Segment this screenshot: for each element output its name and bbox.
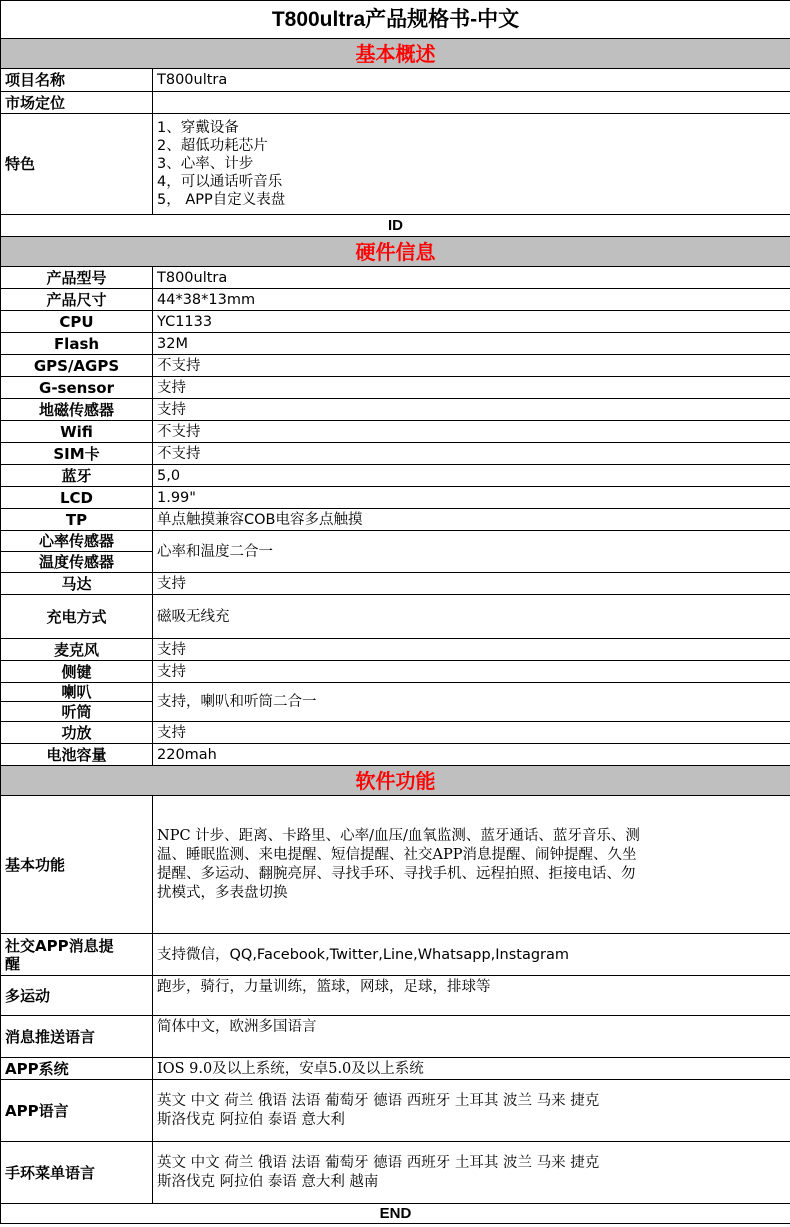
gsensor-value: 支持 bbox=[153, 377, 790, 399]
battery-label: 电池容量 bbox=[1, 744, 153, 766]
mic-label: 麦克风 bbox=[1, 639, 153, 661]
feature-item: 1、穿戴设备 bbox=[157, 120, 239, 136]
gps-label: GPS/AGPS bbox=[1, 355, 153, 377]
menu-language-value bbox=[153, 1142, 790, 1204]
size-label: 产品尺寸 bbox=[1, 289, 153, 311]
charging-value: 磁吸无线充 bbox=[153, 595, 790, 639]
section-header-overview: 基本概述 bbox=[1, 39, 790, 69]
app-system-value: IOS 9.0及以上系统，安卓5.0及以上系统 bbox=[153, 1058, 790, 1080]
side-key-label: 侧键 bbox=[1, 661, 153, 683]
feature-item: 4，可以通话听音乐 bbox=[157, 174, 283, 190]
amplifier-label: 功放 bbox=[1, 722, 153, 744]
app-language-line: 斯洛伐克 阿拉伯 泰语 意大利 bbox=[157, 1111, 345, 1128]
model-value: T800ultra bbox=[153, 267, 790, 289]
mic-value: 支持 bbox=[153, 639, 790, 661]
amplifier-value: 支持 bbox=[153, 722, 790, 744]
app-system-label: APP系统 bbox=[1, 1058, 153, 1080]
features-list bbox=[153, 114, 790, 215]
hr-sensor-label: 心率传感器 bbox=[1, 531, 153, 552]
social-app-value: 支持微信，QQ,Facebook,Twitter,Line,Whatsapp,Instagram bbox=[153, 934, 790, 976]
cpu-value: YC1133 bbox=[153, 311, 790, 333]
section-header-software: 软件功能 bbox=[1, 766, 790, 796]
sim-label: SIM卡 bbox=[1, 443, 153, 465]
lcd-value: 1.99" bbox=[153, 487, 790, 509]
size-value: 44*38*13mm bbox=[153, 289, 790, 311]
magnetic-sensor-value: 支持 bbox=[153, 399, 790, 421]
document-title: T800ultra产品规格书-中文 bbox=[1, 1, 790, 39]
basic-functions-value bbox=[153, 796, 790, 934]
menu-language-line: 斯洛伐克 阿拉伯 泰语 意大利 越南 bbox=[157, 1173, 379, 1190]
motor-value: 支持 bbox=[153, 573, 790, 595]
app-language-value bbox=[153, 1080, 790, 1142]
hr-temp-sensor-value: 心率和温度二合一 bbox=[153, 531, 790, 573]
app-language-line: 英文 中文 荷兰 俄语 法语 葡萄牙 德语 西班牙 土耳其 波兰 马来 捷克 bbox=[157, 1092, 600, 1109]
app-language-label: APP语言 bbox=[1, 1080, 153, 1142]
charging-label: 充电方式 bbox=[1, 595, 153, 639]
temp-sensor-label: 温度传感器 bbox=[1, 552, 153, 573]
menu-language-line: 英文 中文 荷兰 俄语 法语 葡萄牙 德语 西班牙 土耳其 波兰 马来 捷克 bbox=[157, 1154, 600, 1171]
sports-label: 多运动 bbox=[1, 976, 153, 1016]
speaker-label: 喇叭 bbox=[1, 683, 153, 702]
motor-label: 马达 bbox=[1, 573, 153, 595]
wifi-value: 不支持 bbox=[153, 421, 790, 443]
bluetooth-value: 5,0 bbox=[153, 465, 790, 487]
id-row: ID bbox=[1, 215, 790, 237]
side-key-value: 支持 bbox=[153, 661, 790, 683]
feature-item: 2、超低功耗芯片 bbox=[157, 138, 268, 154]
sim-value: 不支持 bbox=[153, 443, 790, 465]
basic-functions-line: 扰模式，多表盘切换 bbox=[157, 884, 288, 901]
speaker-receiver-value: 支持，喇叭和听筒二合一 bbox=[153, 683, 790, 722]
wifi-label: Wifi bbox=[1, 421, 153, 443]
social-app-label-line: 醒 bbox=[5, 954, 21, 973]
basic-functions-label: 基本功能 bbox=[1, 796, 153, 934]
cpu-label: CPU bbox=[1, 311, 153, 333]
magnetic-sensor-label: 地磁传感器 bbox=[1, 399, 153, 421]
section-header-hardware: 硬件信息 bbox=[1, 237, 790, 267]
menu-language-label: 手环菜单语言 bbox=[1, 1142, 153, 1204]
model-label: 产品型号 bbox=[1, 267, 153, 289]
receiver-label: 听筒 bbox=[1, 702, 153, 722]
feature-item: 5， APP自定义表盘 bbox=[157, 192, 286, 208]
push-language-value: 简体中文，欧洲多国语言 bbox=[153, 1016, 790, 1058]
lcd-label: LCD bbox=[1, 487, 153, 509]
end-row: END bbox=[1, 1204, 790, 1224]
bluetooth-label: 蓝牙 bbox=[1, 465, 153, 487]
gps-value: 不支持 bbox=[153, 355, 790, 377]
market-value bbox=[153, 92, 790, 114]
project-name-value: T800ultra bbox=[153, 69, 790, 92]
features-label: 特色 bbox=[1, 114, 153, 215]
gsensor-label: G-sensor bbox=[1, 377, 153, 399]
basic-functions-line: 温、睡眠监测、来电提醒、短信提醒、社交APP消息提醒、闹钟提醒、久坐 bbox=[157, 846, 637, 863]
flash-label: Flash bbox=[1, 333, 153, 355]
social-app-label bbox=[1, 934, 153, 976]
tp-value: 单点触摸兼容COB电容多点触摸 bbox=[153, 509, 790, 531]
tp-label: TP bbox=[1, 509, 153, 531]
sports-value: 跑步，骑行，力量训练，篮球，网球，足球，排球等 bbox=[153, 976, 790, 1016]
push-language-label: 消息推送语言 bbox=[1, 1016, 153, 1058]
flash-value: 32M bbox=[153, 333, 790, 355]
project-name-label: 项目名称 bbox=[1, 69, 153, 92]
basic-functions-line: NPC 计步、距离、卡路里、心率/血压/血氧监测、蓝牙通话、蓝牙音乐、测 bbox=[157, 827, 640, 844]
market-label: 市场定位 bbox=[1, 92, 153, 114]
battery-value: 220mah bbox=[153, 744, 790, 766]
feature-item: 3、心率、计步 bbox=[157, 156, 254, 172]
basic-functions-line: 提醒、多运动、翻腕亮屏、寻找手环、寻找手机、远程拍照、拒接电话、勿 bbox=[157, 865, 636, 882]
social-app-label-line: 社交APP消息提 bbox=[5, 936, 114, 955]
